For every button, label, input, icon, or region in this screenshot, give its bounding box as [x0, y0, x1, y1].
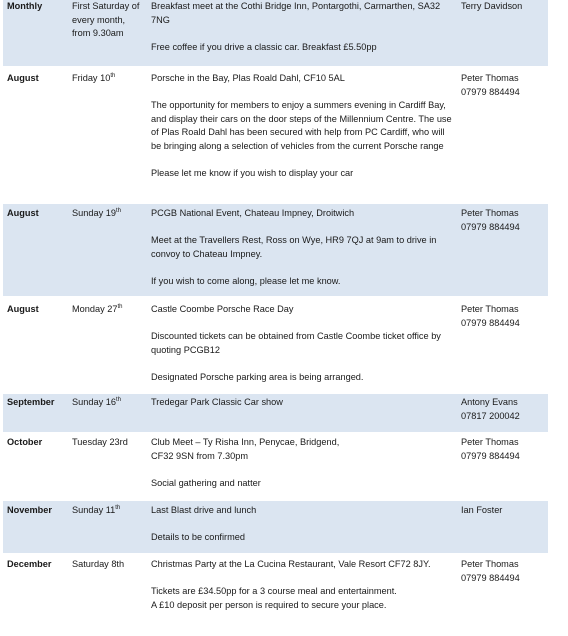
paragraph-gap [151, 153, 453, 167]
event-description: Designated Porsche parking area is being arranged. [151, 371, 364, 382]
event-contact [457, 67, 548, 203]
event-description: The opportunity for members to enjoy a summers evening in Cardiff Bay, and display their cars on the door steps of the Millennium Centre. The use of Plas Roald Dahl has been secured with help from PC Cardiff, who will be bringing along a selection of vehicles from the current Porsche range [151, 100, 452, 151]
event-date: Sunday 19 [72, 208, 116, 218]
event-title: Club Meet – Ty Risha Inn, Penycae, Bridgend, CF32 9SN from 7.30pm [151, 437, 340, 461]
event-date-cell [68, 393, 147, 433]
event-contact [457, 297, 548, 393]
event-details [147, 554, 457, 636]
event-details [147, 297, 457, 393]
paragraph-gap [151, 86, 453, 100]
paragraph-gap [151, 27, 453, 41]
contact-phone: 07979 884494 [461, 86, 520, 97]
table-row [3, 203, 548, 297]
event-month: November [3, 500, 68, 554]
event-month: August [3, 67, 68, 203]
event-date-cell [68, 433, 147, 500]
event-description: Tickets are £34.50pp for a 3 course meal and entertainment. A £10 deposit per person is required to secure your place. [151, 586, 397, 610]
events-table-body [3, 0, 548, 636]
paragraph-gap [151, 221, 453, 235]
event-contact [457, 393, 548, 433]
event-date-cell [68, 203, 147, 297]
event-description: If you wish to come along, please let me know. [151, 275, 341, 286]
event-description: Please let me know if you wish to display your car [151, 167, 354, 178]
event-description: Discounted tickets can be obtained from Castle Coombe ticket office by quoting PCGB12 [151, 331, 441, 355]
contact-phone: 07979 884494 [461, 221, 520, 232]
event-contact [457, 554, 548, 636]
event-date: Friday 10 [72, 73, 111, 83]
table-row [3, 67, 548, 203]
paragraph-gap [151, 261, 453, 275]
contact-phone: 07817 200042 [461, 410, 520, 421]
contact-name: Ian Foster [461, 505, 503, 515]
event-title: PCGB National Event, Chateau Impney, Droitwich [151, 208, 355, 218]
contact-name: Peter Thomas [461, 559, 519, 569]
event-details [147, 67, 457, 203]
event-title: Porsche in the Bay, Plas Roald Dahl, CF10 5AL [151, 73, 345, 83]
table-row [3, 554, 548, 636]
event-title: Tredegar Park Classic Car show [151, 397, 283, 407]
contact-name: Peter Thomas [461, 437, 519, 447]
contact-phone: 07979 884494 [461, 317, 520, 328]
event-details [147, 203, 457, 297]
event-date-cell [68, 0, 147, 67]
paragraph-gap [151, 518, 453, 532]
event-date-cell [68, 554, 147, 636]
event-month: October [3, 433, 68, 500]
event-date-suffix: th [115, 504, 121, 511]
event-date-suffix: th [117, 303, 123, 310]
table-row [3, 0, 548, 67]
event-title: Castle Coombe Porsche Race Day [151, 304, 294, 314]
event-date: Sunday 11 [72, 505, 116, 515]
event-description: Meet at the Travellers Rest, Ross on Wye, HR9 7QJ at 9am to drive in convoy to Chateau Impney. [151, 235, 437, 259]
event-description: Details to be confirmed [151, 532, 245, 542]
contact-name: Antony Evans [461, 397, 518, 407]
event-details [147, 393, 457, 433]
contact-phone: 07979 884494 [461, 572, 520, 583]
event-month: August [3, 203, 68, 297]
event-month: Monthly [3, 0, 68, 67]
contact-name: Peter Thomas [461, 304, 519, 314]
event-title: Last Blast drive and lunch [151, 505, 257, 515]
event-details [147, 433, 457, 500]
event-contact [457, 433, 548, 500]
table-row [3, 500, 548, 554]
event-date-suffix: th [115, 207, 121, 214]
table-row [3, 297, 548, 393]
event-details [147, 0, 457, 67]
event-date-suffix: th [110, 72, 116, 79]
event-title: Breakfast meet at the Cothi Bridge Inn, Pontargothi, Carmarthen, SA32 7NG [151, 1, 441, 25]
event-contact [457, 500, 548, 554]
paragraph-gap [151, 463, 453, 477]
event-date: Monday 27 [72, 304, 118, 314]
event-date: Saturday 8th [72, 559, 125, 569]
event-month: December [3, 554, 68, 636]
event-date: Tuesday 23rd [72, 437, 128, 447]
events-table [3, 0, 548, 636]
event-date: First Saturday of every month, from 9.30am [72, 1, 140, 38]
contact-name: Peter Thomas [461, 73, 519, 83]
paragraph-gap [151, 572, 453, 586]
event-month: August [3, 297, 68, 393]
contact-name: Peter Thomas [461, 208, 519, 218]
event-details [147, 500, 457, 554]
event-date: Sunday 16 [72, 397, 116, 407]
event-date-suffix: th [115, 396, 121, 403]
event-month: September [3, 393, 68, 433]
event-description: Free coffee if you drive a classic car. Breakfast £5.50pp [151, 41, 377, 52]
event-date-cell [68, 500, 147, 554]
event-date-cell [68, 67, 147, 203]
event-contact [457, 203, 548, 297]
table-row [3, 433, 548, 500]
table-row [3, 393, 548, 433]
paragraph-gap [151, 357, 453, 371]
contact-phone: 07979 884494 [461, 450, 520, 461]
event-contact [457, 0, 548, 67]
event-description: Social gathering and natter [151, 477, 261, 488]
event-date-cell [68, 297, 147, 393]
contact-name: Terry Davidson [461, 1, 523, 11]
event-title: Christmas Party at the La Cucina Restaurant, Vale Resort CF72 8JY. [151, 559, 431, 569]
paragraph-gap [151, 317, 453, 331]
